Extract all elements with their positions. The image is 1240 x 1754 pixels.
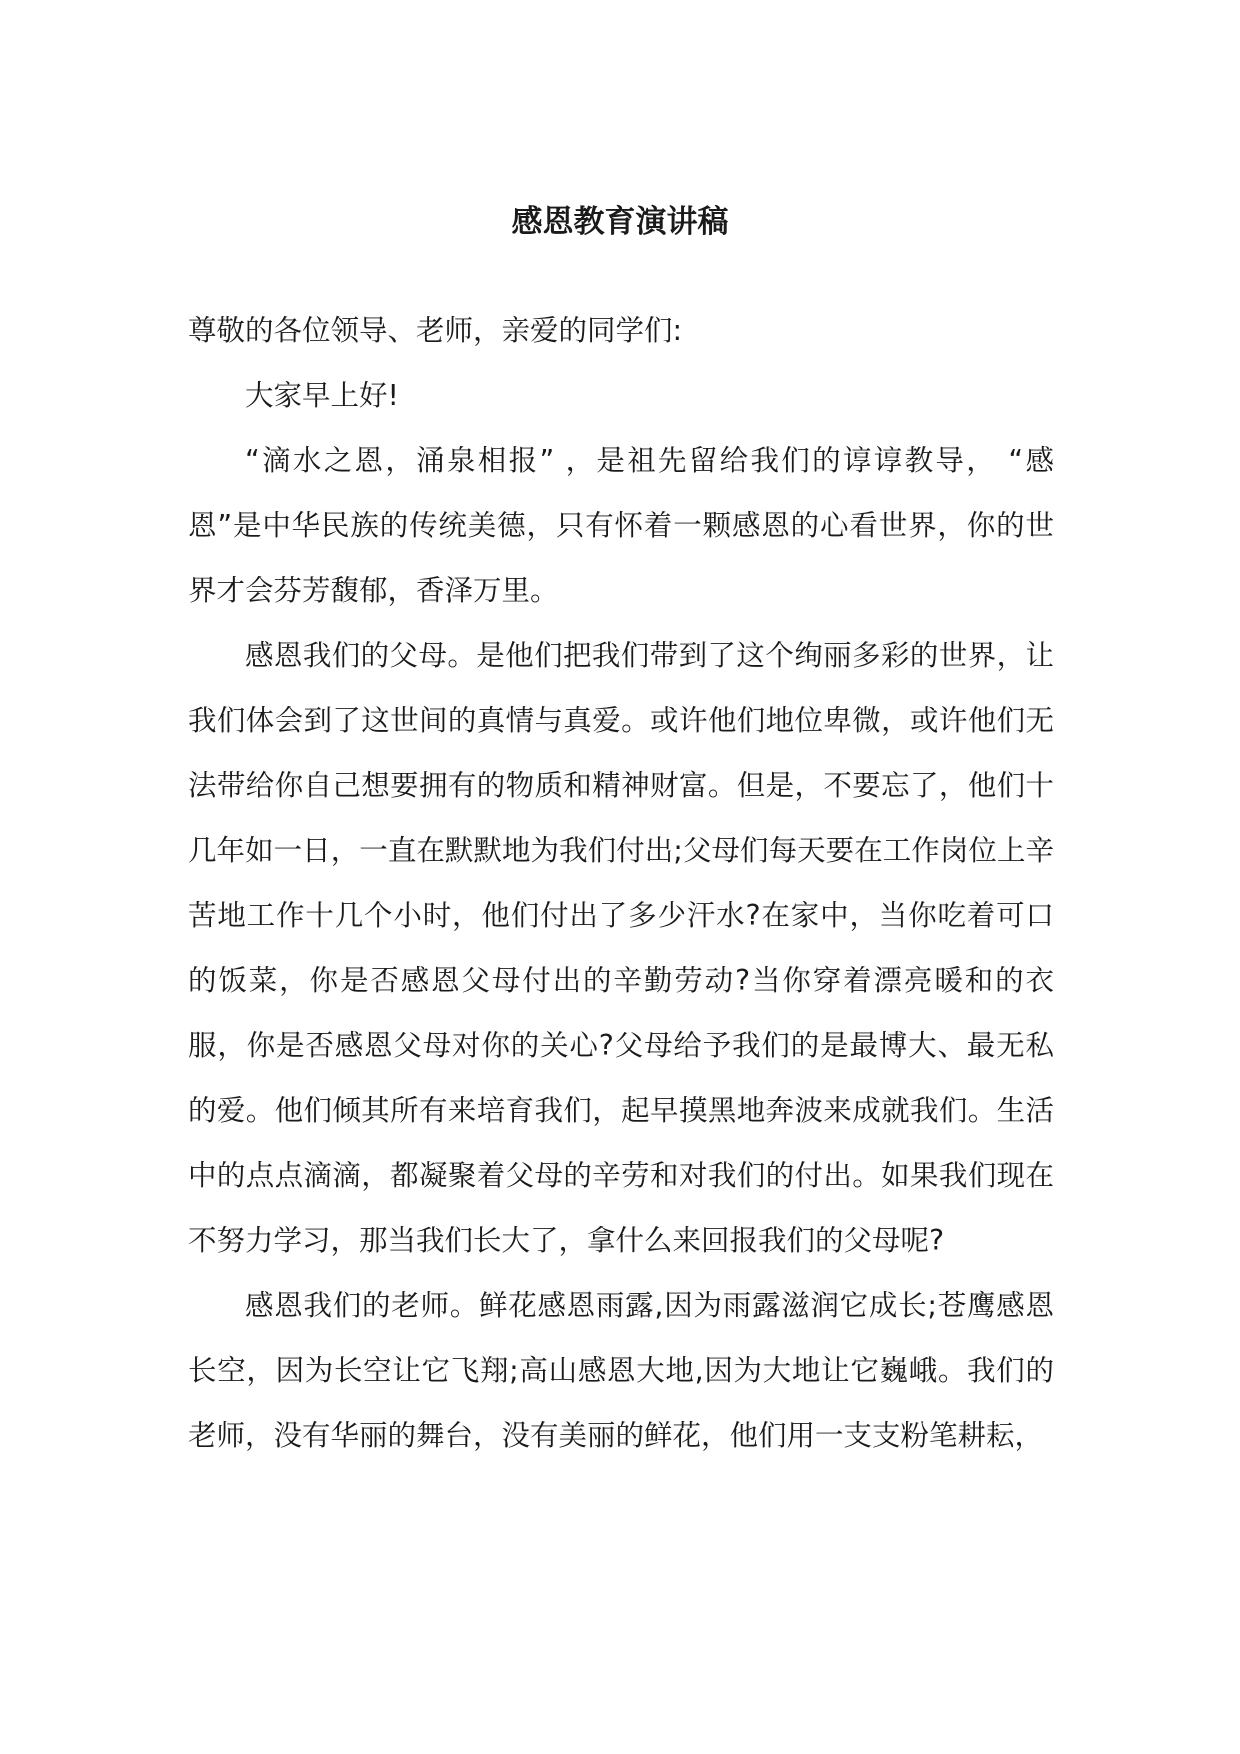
salutation-paragraph: 尊敬的各位领导、老师，亲爱的同学们: (188, 314, 683, 347)
document-title: 感恩教育演讲稿 (511, 204, 729, 240)
body-paragraph: 感恩我们的父母。是他们把我们带到了这个绚丽多彩的世界，让我们体会到了这世间的真情与真爱。或许他们地位卑微，或许他们无法带给你自己想要拥有的物质和精神财富。但是，不要忘了，他们十几年如一日，一直在默默地为我们付出;父母们每天要在工作岗位上辛苦地工作十几个小时，他们付出了多少汗水?在家中，当你吃着可口的饭菜，你是否感恩父母付出的辛勤劳动?当你穿着漂亮暖和的衣服，你是否感恩父母对你的关心?父母给予我们的是最博大、最无私的爱。他们倾其所有来培育我们，起早摸黑地奔波来成就我们。生活中的点点滴滴，都凝聚着父母的辛劳和对我们的付出。如果我们现在不努力学习，那当我们长大了，拿什么来回报我们的父母呢? (188, 639, 1054, 1257)
greeting-paragraph: 大家早上好! (245, 379, 399, 412)
body-paragraph: “滴水之恩，涌泉相报” ，是祖先留给我们的谆谆教导， “感恩”是中华民族的传统美德，只有怀着一颗感恩的心看世界，你的世界才会芬芳馥郁，香泽万里。 (188, 444, 1054, 607)
document-body (188, 298, 1054, 1468)
body-paragraph: 感恩我们的老师。鲜花感恩雨露,因为雨露滋润它成长;苍鹰感恩长空，因为长空让它飞翔;高山感恩大地,因为大地让它巍峨。我们的老师，没有华丽的舞台，没有美丽的鲜花，他们用一支支粉笔耕耘， (188, 1289, 1054, 1452)
